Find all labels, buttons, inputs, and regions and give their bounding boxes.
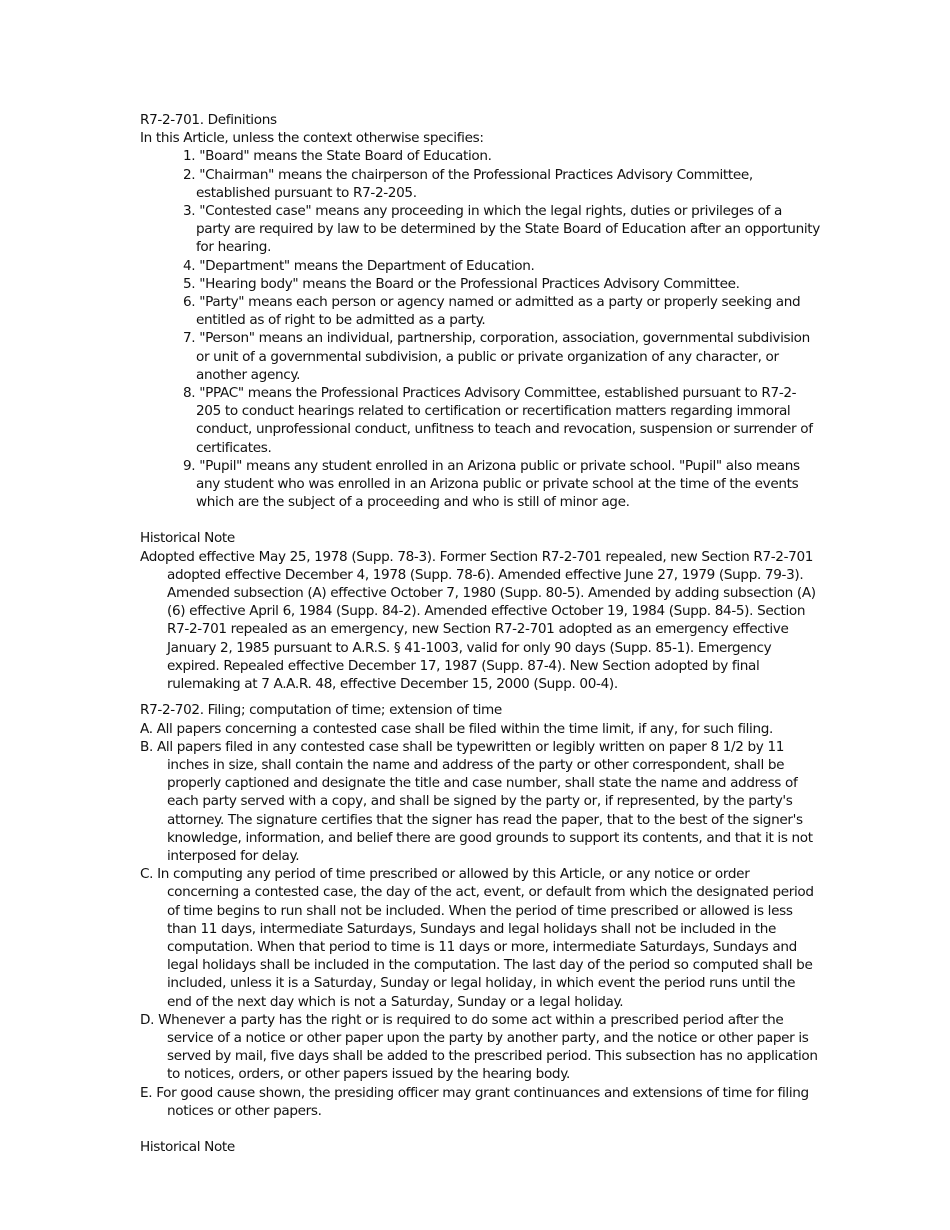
subsection-list	[140, 720, 820, 1120]
subsection-text: Whenever a party has the right or is required to do some act within a prescribed period after the service of a notice or other paper upon the party by another party, and the notice or other paper is served by mail, five days shall be added to the prescribed period. This subsection has no application to notices, orders, or other papers issued by the hearing body.	[158, 1011, 818, 1083]
item-number: 5.	[183, 275, 196, 292]
definition-item	[140, 384, 820, 457]
definition-item	[140, 202, 820, 257]
subsection-label: C.	[140, 866, 154, 883]
definition-item	[140, 275, 820, 293]
subsection-label: E.	[140, 1084, 153, 1101]
spacer	[140, 511, 820, 529]
item-text: "Board" means the State Board of Education.	[199, 148, 492, 165]
item-number: 4.	[183, 257, 196, 274]
definitions-intro: In this Article, unless the context otherwise specifies:	[140, 130, 484, 147]
item-text: "Pupil" means any student enrolled in an Arizona public or private school. "Pupil" also means any student who was enrolled in an Arizona public or private school at the time of the events which are the subject of a proceeding and who is still of minor age.	[196, 457, 800, 511]
historical-note-heading: Historical Note	[140, 1138, 235, 1155]
definition-item	[140, 293, 820, 329]
spacer	[140, 693, 820, 701]
subsection-item	[140, 720, 820, 738]
subsection-item	[140, 738, 820, 865]
subsection-text: All papers concerning a contested case shall be filed within the time limit, if any, for such filing.	[156, 720, 773, 737]
item-text: "Person" means an individual, partnership, corporation, association, governmental subdivision or unit of a governmental subdivision, a public or private organization of any character, or another agency.	[196, 330, 810, 383]
subsection-text: For good cause shown, the presiding officer may grant continuances and extensions of time for filing notices or other papers.	[156, 1084, 809, 1119]
historical-note-heading: Historical Note	[140, 530, 235, 547]
document-page	[140, 111, 820, 1156]
item-text: "PPAC" means the Professional Practices Advisory Committee, established pursuant to R7-2-205 to conduct hearings related to certification or recertification matters regarding immoral conduct, unprofessional conduct, unfitness to teach and revocation, suspension or surrender of certificates.	[196, 385, 813, 456]
definition-item	[140, 147, 820, 165]
item-text: "Contested case" means any proceeding in which the legal rights, duties or privileges of a party are required by law to be determined by the State Board of Education after an opportunity for hearing.	[196, 203, 820, 256]
item-number: 6.	[183, 294, 196, 311]
item-text: "Party" means each person or agency named or admitted as a party or properly seeking and entitled as of right to be admitted as a party.	[196, 294, 801, 329]
item-number: 1.	[183, 148, 196, 165]
subsection-label: D.	[140, 1011, 155, 1028]
subsection-item	[140, 1011, 820, 1084]
item-text: "Chairman" means the chairperson of the Professional Practices Advisory Committee, established pursuant to R7-2-205.	[196, 166, 753, 201]
subsection-item	[140, 865, 820, 1011]
subsection-item	[140, 1084, 820, 1120]
subsection-text: In computing any period of time prescribed or allowed by this Article, or any notice or order concerning a contested case, the day of the act, event, or default from which the designated period of time begins to run shall not be included. When the period of time prescribed or allowed is less than 11 days, intermediate Saturdays, Sundays and legal holidays shall not be included in the computation. When that period to time is 11 days or more, intermediate Saturdays, Sundays and legal holidays shall be included in the computation. The last day of the period so computed shall be included, unless it is a Saturday, Sunday or legal holiday, in which event the period runs until the end of the next day which is not a Saturday, Sunday or a legal holiday.	[157, 866, 814, 1010]
item-number: 7.	[183, 330, 196, 347]
item-number: 3.	[183, 203, 196, 220]
historical-note-text: Adopted effective May 25, 1978 (Supp. 78-3). Former Section R7-2-701 repealed, new Section R7-2-701 adopted effective December 4, 1978 (Supp. 78-6). Amended effective June 27, 1979 (Supp. 79-3). Amended subsection (A) effective October 7, 1980 (Supp. 80-5). Amended by adding subsection (A)(6) effective April 6, 1984 (Supp. 84-2). Amended effective October 19, 1984 (Supp. 84-5). Section R7-2-701 repealed as an emergency, new Section R7-2-701 adopted as an emergency effective January 2, 1985 pursuant to A.R.S. § 41-1003, valid for only 90 days (Supp. 85-1). Emergency expired. Repealed effective December 17, 1987 (Supp. 87-4). New Section adopted by final rulemaking at 7 A.A.R. 48, effective December 15, 2000 (Supp. 00-4).	[140, 548, 816, 693]
section-heading-r7-2-701: R7-2-701. Definitions	[140, 112, 277, 128]
item-number: 2.	[183, 166, 196, 183]
definition-item	[140, 257, 820, 275]
definitions-list	[140, 147, 820, 511]
item-text: "Department" means the Department of Education.	[199, 257, 535, 274]
subsection-label: A.	[140, 720, 153, 737]
subsection-label: B.	[140, 738, 153, 755]
definition-item	[140, 329, 820, 384]
item-text: "Hearing body" means the Board or the Professional Practices Advisory Committee.	[199, 275, 740, 292]
definition-item	[140, 457, 820, 512]
item-number: 8.	[183, 385, 196, 402]
subsection-text: All papers filed in any contested case shall be typewritten or legibly written on paper 8 1/2 by 11 inches in size, shall contain the name and address of the party or other correspondent, shall be properly captioned and designate the title and case number, shall state the name and address of each party served with a copy, and shall be signed by the party or, if represented, by the party's attorney. The signature certifies that the signer has read the paper, that to the best of the signer's knowledge, information, and belief there are good grounds to support its contents, and that it is not interposed for delay.	[156, 738, 813, 864]
spacer	[140, 1120, 820, 1138]
section-heading-r7-2-702: R7-2-702. Filing; computation of time; extension of time	[140, 702, 502, 719]
definition-item	[140, 166, 820, 202]
item-number: 9.	[183, 457, 196, 474]
